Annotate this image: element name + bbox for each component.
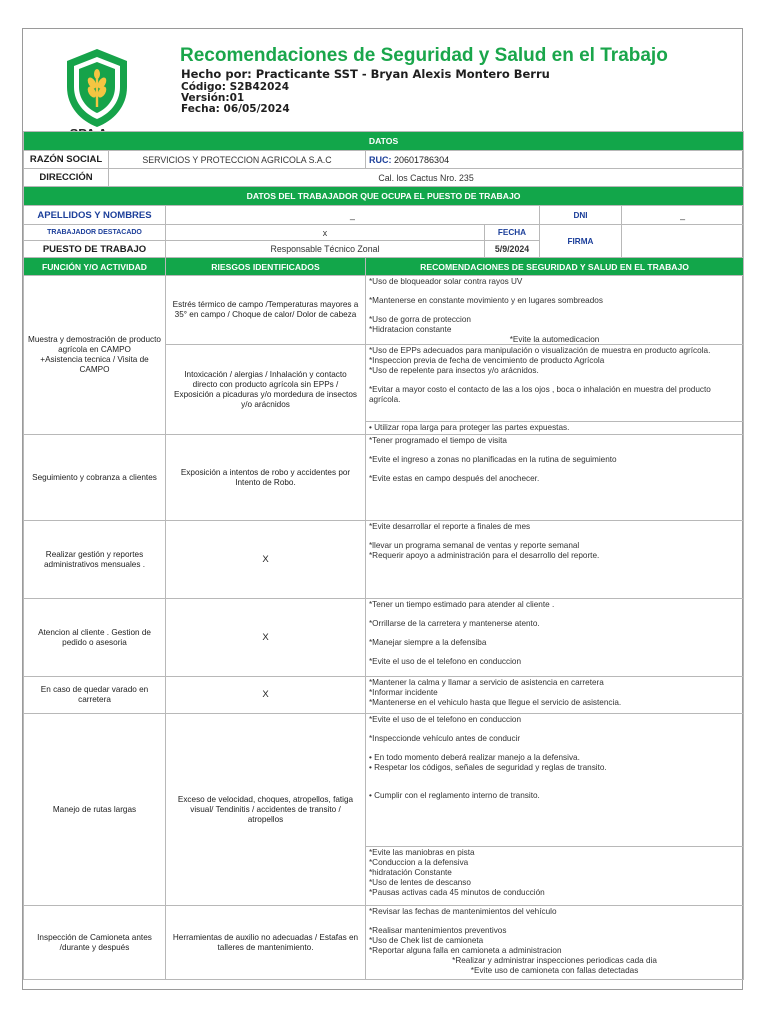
recommendation-item: *Uso de repelente para insectos y/o arácnidos. — [369, 366, 539, 375]
spacer — [369, 287, 740, 296]
recommendation-list — [366, 276, 743, 344]
document-header — [23, 29, 743, 131]
apellidos-value: _ — [166, 206, 540, 225]
recommendations-cell — [366, 345, 744, 435]
spacer — [369, 629, 740, 638]
recommendation-item: *Evite desarrollar el reporte a finales de mes — [369, 522, 531, 531]
activity-cell: Atencion al cliente . Gestion de pedido o asesoria — [24, 599, 166, 677]
recommendation-item: *Hidratacion constante — [369, 325, 452, 334]
page-title: Recomendaciones de Seguridad y Salud en el Trabajo — [180, 45, 668, 66]
razon-social-value: SERVICIOS Y PROTECCION AGRICOLA S.A.C — [109, 151, 366, 169]
recommendation-item: • En todo momento deberá realizar manejo a la defensiva. — [369, 753, 580, 762]
spacer — [369, 306, 740, 315]
recommendation-list — [366, 435, 743, 520]
recommendation-extra: • Utilizar ropa larga para proteger las partes expuestas. — [369, 423, 570, 432]
document-date: Fecha: 06/05/2024 — [181, 103, 290, 115]
recommendation-item: *Realizar y administrar inspecciones periodicas cada dia — [452, 956, 657, 965]
recommendation-item: • Cumplir con el reglamento interno de transito. — [369, 791, 540, 800]
recommendation-item: *Mantenerse en constante movimiento y en lugares sombreados — [369, 296, 603, 305]
recommendation-item: *Tener un tiempo estimado para atender al cliente . — [369, 600, 555, 609]
recommendation-item: *Evite el uso de el telefono en conduccion — [369, 657, 522, 666]
fecha-label: FECHA — [485, 225, 540, 241]
recommendations-cell — [366, 714, 744, 906]
spacer — [369, 465, 740, 474]
recommendation-item: *Conduccion a la defensiva — [369, 858, 469, 867]
puesto-value: Responsable Técnico Zonal — [166, 241, 485, 258]
spacer — [369, 725, 740, 734]
spacer — [369, 917, 740, 926]
activity-cell: En caso de quedar varado en carretera — [24, 677, 166, 714]
recommendation-item: *Evite el uso de el telefono en conduccion — [369, 715, 522, 724]
destacado-label: TRABAJADOR DESTACADO — [24, 225, 166, 241]
column-header-recomendaciones: RECOMENDACIONES DE SEGURIDAD Y SALUD EN EL TRABAJO — [366, 258, 744, 276]
recommendation-list — [366, 521, 743, 598]
spacer — [369, 782, 740, 791]
spacer — [369, 376, 740, 385]
shield-logo-icon — [61, 47, 133, 131]
recommendations-cell — [366, 521, 744, 599]
recommendation-item: *Reportar alguna falla en camioneta a administracion — [369, 946, 562, 955]
risk-cell: Intoxicación / alergias / Inhalación y contacto directo con producto agrícola sin EPPs / Exposición a picaduras y/o mordedura de insectos y/o arácnidos — [166, 345, 366, 435]
risk-cell: X — [166, 677, 366, 714]
risk-cell: Exposición a intentos de robo y accidentes por Intento de Robo. — [166, 435, 366, 521]
recommendation-item: *Evite estas en campo después del anochecer. — [369, 474, 540, 483]
document-code: Código: S2B42024 — [181, 81, 290, 93]
recommendation-item: *Pausas activas cada 45 minutos de conducción — [369, 888, 545, 897]
ruc-value: 20601786304 — [394, 154, 450, 165]
recommendation-list — [366, 714, 743, 847]
recommendation-item: *Tener programado el tiempo de visita — [369, 436, 507, 445]
recommendation-list — [366, 599, 743, 676]
author: Hecho por: Practicante SST - Bryan Alexis Montero Berru — [181, 67, 550, 81]
recommendation-item: • Respetar los códigos, señales de seguridad y reglas de transito. — [369, 763, 607, 772]
firma-value — [622, 225, 744, 258]
safety-table — [23, 131, 744, 980]
column-header-riesgos: RIESGOS IDENTIFICADOS — [166, 258, 366, 276]
risk-cell: X — [166, 521, 366, 599]
recommendation-extra-list — [366, 847, 743, 905]
activity-cell: Seguimiento y cobranza a clientes — [24, 435, 166, 521]
recommendation-item: *Revisar las fechas de mantenimientos del vehículo — [369, 907, 557, 916]
recommendation-item: *Mantenerse en el vehiculo hasta que llegue el servicio de asistencia. — [369, 698, 622, 707]
risk-cell: Exceso de velocidad, choques, atropellos, fatiga visual/ Tendinitis / accidentes de transito / atropellos — [166, 714, 366, 906]
recommendation-item: *Uso de bloqueador solar contra rayos UV — [369, 277, 523, 286]
spacer — [369, 446, 740, 455]
recommendation-item: *Uso de lentes de descanso — [369, 878, 471, 887]
ruc-field — [366, 151, 744, 169]
recommendation-item: *Uso de EPPs adecuados para manipulación o visualización de muestra en producto agrícola. — [369, 346, 711, 355]
spacer — [369, 610, 740, 619]
recommendation-item: *llevar un programa semanal de ventas y reporte semanal — [369, 541, 580, 550]
direccion-label: DIRECCIÓN — [24, 169, 109, 187]
recommendation-list — [366, 677, 743, 713]
risk-cell: X — [166, 599, 366, 677]
recommendation-list — [366, 906, 743, 979]
dni-label: DNI — [540, 206, 622, 225]
recommendation-item: *Informar incidente — [369, 688, 438, 697]
recommendation-item: *Inspeccionde vehículo antes de conducir — [369, 734, 521, 743]
fecha-value: 5/9/2024 — [485, 241, 540, 258]
document-sheet — [22, 28, 743, 990]
recommendation-item: *Evite la automedicacion — [509, 335, 600, 344]
recommendation-item: *Uso de Chek list de camioneta — [369, 936, 484, 945]
document-version: Versión:01 — [181, 92, 245, 104]
recommendation-item: *Realisar mantenimientos preventivos — [369, 926, 507, 935]
recommendations-cell — [366, 276, 744, 345]
recommendation-item: *Evite uso de camioneta con fallas detectadas — [470, 966, 639, 975]
recommendation-item: *Mantener la calma y llamar a servicio de asistencia en carretera — [369, 678, 604, 687]
activity-cell: Muestra y demostración de producto agrícola en CAMPO +Asistencia tecnica / Visita de CAMPO — [24, 276, 166, 435]
risk-cell: Herramientas de auxilio no adecuadas / Estafas en talleres de mantenimiento. — [166, 906, 366, 980]
spacer — [369, 532, 740, 541]
spacer — [369, 744, 740, 753]
recommendation-item: *Manejar siempre a la defensiba — [369, 638, 487, 647]
ruc-label: RUC: — [369, 154, 392, 165]
spacer — [369, 773, 740, 782]
recommendation-item: *Inspeccion previa de fecha de vencimiento de producto Agrícola — [369, 356, 605, 365]
activity-cell: Inspección de Camioneta antes /durante y después — [24, 906, 166, 980]
activity-cell: Realizar gestión y reportes administrativos mensuales . — [24, 521, 166, 599]
section-trabajador-title: DATOS DEL TRABAJADOR QUE OCUPA EL PUESTO DE TRABAJO — [24, 187, 744, 206]
spacer — [369, 648, 740, 657]
dni-value: _ — [622, 206, 744, 225]
firma-label: FIRMA — [540, 225, 622, 258]
risk-cell: Estrés térmico de campo /Temperaturas mayores a 35° en campo / Choque de calor/ Dolor de cabeza — [166, 276, 366, 345]
column-header-funcion: FUNCIÓN Y/O ACTIVIDAD — [24, 258, 166, 276]
activity-cell: Manejo de rutas largas — [24, 714, 166, 906]
recommendations-cell — [366, 677, 744, 714]
section-datos-title: DATOS — [24, 132, 744, 151]
recommendation-item: *Uso de gorra de proteccion — [369, 315, 471, 324]
recommendation-item: *Orrillarse de la carretera y mantenerse atento. — [369, 619, 540, 628]
recommendation-item: *Requerir apoyo a administración para el desarrollo del reporte. — [369, 551, 600, 560]
recommendation-list — [366, 345, 743, 422]
recommendation-item: *Evitar a mayor costo el contacto de las a los ojos , boca o inhalación en muestra del producto agrícola. — [369, 385, 711, 404]
recommendations-cell — [366, 599, 744, 677]
recommendations-cell — [366, 906, 744, 980]
razon-social-label: RAZÓN SOCIAL — [24, 151, 109, 169]
destacado-value: x — [166, 225, 485, 241]
recommendation-item: *Evite las maniobras en pista — [369, 848, 475, 857]
apellidos-label: APELLIDOS Y NOMBRES — [24, 206, 166, 225]
recommendation-item: *Evite el ingreso a zonas no planificadas en la rutina de seguimiento — [369, 455, 617, 464]
direccion-value: Cal. los Cactus Nro. 235 — [109, 169, 744, 187]
recommendation-item: *hidratación Constante — [369, 868, 452, 877]
recommendations-cell — [366, 435, 744, 521]
puesto-label: PUESTO DE TRABAJO — [24, 241, 166, 258]
